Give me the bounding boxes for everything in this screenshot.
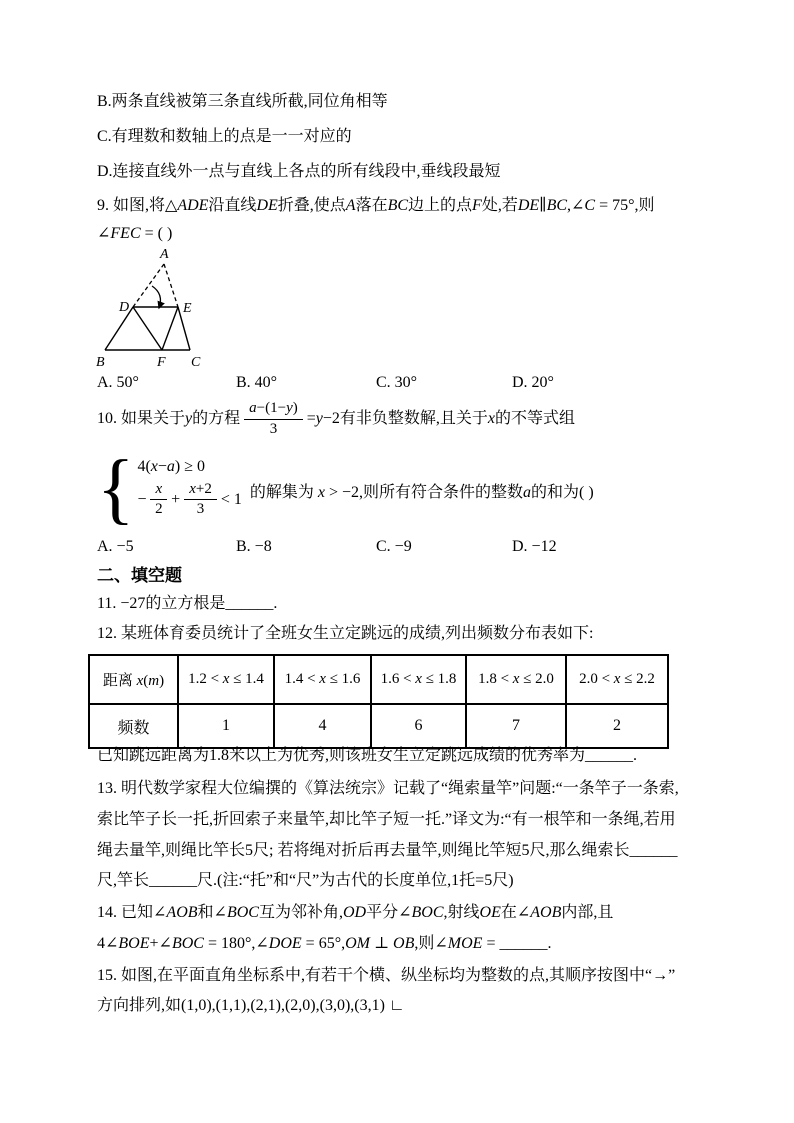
table-cell-range-5: 2.0 < x ≤ 2.2 — [566, 655, 668, 704]
q12-stem: 12. 某班体育委员统计了全班女生立定跳远的成绩,列出频数分布表如下: — [97, 625, 594, 642]
table-cell-freq-2: 4 — [274, 704, 371, 748]
q10-suffix: 的解集为 x > −2,则所有符合条件的整数a的和为( ) — [249, 483, 594, 501]
table-cell-freq-3: 6 — [371, 704, 466, 748]
section2-title: 二、填空题 — [97, 566, 182, 585]
table-cell-freq-1: 1 — [178, 704, 274, 748]
table-cell-range-3: 1.6 < x ≤ 1.8 — [371, 655, 466, 704]
q12-frequency-table — [88, 654, 669, 749]
table-cell-freq-5: 2 — [566, 704, 668, 748]
vertex-label-a: A — [160, 247, 169, 262]
table-cell-freq-4: 7 — [466, 704, 566, 748]
edge-fe — [162, 307, 178, 350]
vertex-label-b: B — [96, 355, 105, 370]
q13-line1: 13. 明代数学家程大位编撰的《算法统宗》记载了“绳索量竿”问题:“一条竿子一条索, — [97, 780, 679, 797]
vertex-label-c: C — [191, 355, 201, 370]
table-header-distance: 距离 x(m) — [89, 655, 178, 704]
table-row-distance — [89, 655, 668, 704]
vertex-label-d: D — [119, 300, 130, 315]
q9-stem-line1: 9. 如图,将△ADE沿直线DE折叠,使点A落在BC边上的点F处,若DE∥BC,∠C = 75°,则 — [97, 197, 655, 214]
q10-option-c: C. −9 — [376, 538, 412, 555]
option-line-d: D.连接直线外一点与直线上各点的所有线段中,垂线段最短 — [97, 163, 501, 180]
fold-line-ad — [133, 264, 164, 307]
q14-line1: 14. 已知∠AOB和∠BOC互为邻补角,OD平分∠BOC,射线OE在∠AOB内部,且 — [97, 904, 614, 921]
vertex-label-f: F — [157, 355, 166, 370]
edge-df — [133, 307, 162, 350]
system-line2: − $\frac{x}{2}$ + $\frac{x+2}{3}$ < 1 — [137, 480, 242, 517]
q12-note: 已知跳远距离为1.8米以上为优秀,则该班女生立定跳远成绩的优秀率为______. — [97, 747, 638, 764]
q9-option-d: D. 20° — [512, 374, 554, 391]
q10-option-b: B. −8 — [236, 538, 272, 555]
q15-line2: 方向排列,如(1,0),(1,1),(2,1),(2,0),(3,0),(3,1) ∟ — [97, 997, 405, 1014]
table-header-frequency: 频数 — [89, 704, 178, 748]
option-line-b: B.两条直线被第三条直线所截,同位角相等 — [97, 93, 388, 110]
q10-option-d: D. −12 — [512, 538, 557, 555]
q9-option-b: B. 40° — [236, 374, 278, 391]
system-brace: { — [97, 443, 135, 532]
q9-option-c: C. 30° — [376, 374, 418, 391]
option-line-c: C.有理数和数轴上的点是一一对应的 — [97, 128, 352, 145]
q14-line2: 4∠BOE+∠BOC = 180°,∠DOE = 65°,OM ⊥ OB,则∠MOE = ______. — [97, 935, 552, 952]
q13-line2: 索比竿子长一托,折回索子来量竿,却比竿子短一托.”译文为:“有一根竿和一条绳,若用 — [97, 811, 676, 828]
q9-stem-line2: ∠FEC = ( ) — [97, 225, 173, 242]
vertex-label-e: E — [183, 301, 192, 316]
table-cell-range-2: 1.4 < x ≤ 1.6 — [274, 655, 371, 704]
system-line1: 4( x − a ) ≥ 0 — [137, 457, 206, 475]
q15-line1: 15. 如图,在平面直角坐标系中,有若干个横、纵坐标均为整数的点,其顺序按图中“→” — [97, 967, 676, 984]
table-cell-range-1: 1.2 < x ≤ 1.4 — [178, 655, 274, 704]
fold-line-ae — [164, 264, 178, 307]
q9-option-a: A. 50° — [97, 374, 139, 391]
q10-system — [97, 443, 594, 532]
table-row-frequency — [89, 704, 668, 748]
q10-option-a: A. −5 — [97, 538, 134, 555]
q10-stem: 10. 如果关于 y 的方程 $\frac{a-(1-y)}{3}$ = y −2有非负整数解,且关于 x 的不等式组 — [97, 400, 576, 437]
q13-line4: 尺,竿长______尺.(注:“托”和“尺”为古代的长度单位,1托=5尺) — [97, 872, 514, 889]
fold-arrow-icon — [152, 286, 160, 308]
table-cell-range-4: 1.8 < x ≤ 2.0 — [466, 655, 566, 704]
q9-triangle-figure — [88, 244, 233, 374]
q11-stem: 11. −27的立方根是______. — [97, 595, 278, 612]
q13-line3: 绳去量竿,则绳比竿长5尺; 若将绳对折后再去量竿,则绳比竿短5尺,那么绳索长______ — [97, 842, 678, 859]
system-lines — [137, 458, 241, 519]
